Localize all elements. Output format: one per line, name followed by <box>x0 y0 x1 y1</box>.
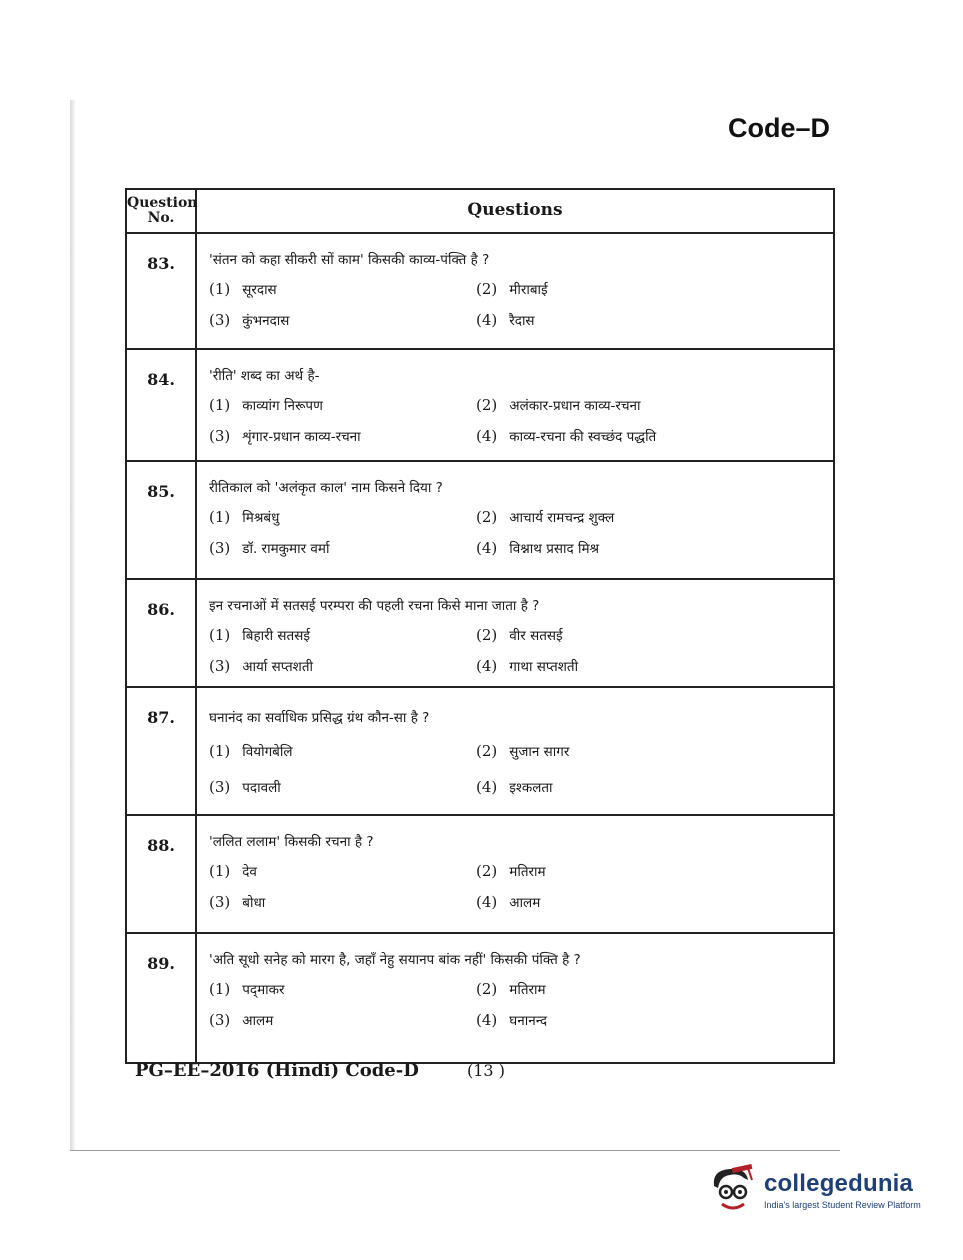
table-header-row <box>127 190 833 234</box>
questions-table <box>125 188 835 1064</box>
options-grid <box>209 742 833 796</box>
question-number: 89. <box>127 934 197 1062</box>
question-body <box>197 688 833 814</box>
option-3: (3) डॉ. रामकुमार वर्मा <box>209 539 330 557</box>
question-text: 'ललित ललाम' किसकी रचना है ? <box>209 834 374 850</box>
options-grid <box>209 980 833 1029</box>
question-row-85 <box>127 462 833 580</box>
option-1: (1) काव्यांग निरूपण <box>209 396 323 414</box>
option-4: (4) रैदास <box>476 311 535 329</box>
logo-text <box>764 1170 921 1210</box>
question-number: 88. <box>127 816 197 932</box>
option-2: (2) वीर सतसई <box>476 626 563 644</box>
option-3: (3) आर्या सप्तशती <box>209 657 314 675</box>
option-4: (4) काव्य-रचना की स्वच्छंद पद्धति <box>476 427 657 445</box>
brand-tagline: India's largest Student Review Platform <box>764 1200 921 1210</box>
option-3: (3) आलम <box>209 1011 274 1029</box>
question-row-86 <box>127 580 833 688</box>
question-row-89 <box>127 934 833 1062</box>
question-body <box>197 350 833 460</box>
question-text: रीतिकाल को 'अलंकृत काल' नाम किसने दिया ? <box>209 480 443 496</box>
option-4: (4) इश्कलता <box>476 778 553 796</box>
page-number: (13 ) <box>467 1061 505 1080</box>
question-text: 'रीति' शब्द का अर्थ है- <box>209 368 320 384</box>
paper-footer-title: PG–EE–2016 (Hindi) Code-D <box>135 1060 419 1081</box>
question-row-87 <box>127 688 833 816</box>
option-1: (1) देव <box>209 862 257 880</box>
brand-name: collegedunia <box>764 1170 914 1197</box>
question-body <box>197 816 833 932</box>
option-2: (2) मतिराम <box>476 862 546 880</box>
question-body <box>197 234 833 348</box>
option-4: (4) गाथा सप्तशती <box>476 657 579 675</box>
question-body <box>197 462 833 578</box>
page-edge-shadow <box>70 100 76 1150</box>
option-1: (1) सूरदास <box>209 280 277 298</box>
option-3: (3) पदावली <box>209 778 281 796</box>
option-1: (1) पद्‌माकर <box>209 980 285 998</box>
column-header-questions: Questions <box>467 200 563 220</box>
question-text: इन रचनाओं में सतसई परम्परा की पहली रचना किसे माना जाता है ? <box>209 598 540 614</box>
page-bottom-edge <box>70 1150 840 1151</box>
question-text: घनानंद का सर्वाधिक प्रसिद्ध ग्रंथ कौन-सा है ? <box>209 710 430 726</box>
option-3: (3) शृंगार-प्रधान काव्य-रचना <box>209 427 361 445</box>
option-3: (3) बोधा <box>209 893 266 911</box>
option-2: (2) आचार्य रामचन्द्र शुक्ल <box>476 508 615 526</box>
option-1: (1) बिहारी सतसई <box>209 626 311 644</box>
question-number: 87. <box>127 688 197 814</box>
question-number: 83. <box>127 234 197 348</box>
question-row-83 <box>127 234 833 350</box>
question-text: 'अति सूधो सनेह को मारग है, जहाँ नेहु सयानप बांक नहीं' किसकी पंक्ति है ? <box>209 952 581 968</box>
options-grid <box>209 396 833 445</box>
option-1: (1) मिश्रबंधु <box>209 508 280 526</box>
option-1: (1) वियोगबेलि <box>209 742 293 760</box>
option-4: (4) घनानन्द <box>476 1011 548 1029</box>
question-row-84 <box>127 350 833 462</box>
option-2: (2) अलंकार-प्रधान काव्य-रचना <box>476 396 641 414</box>
question-number: 86. <box>127 580 197 686</box>
option-4: (4) आलम <box>476 893 541 911</box>
question-body <box>197 934 833 1062</box>
option-2: (2) मतिराम <box>476 980 546 998</box>
collegedunia-logo <box>708 1160 938 1220</box>
option-4: (4) विश्नाथ प्रसाद मिश्र <box>476 539 600 557</box>
question-number: 85. <box>127 462 197 578</box>
options-grid <box>209 862 833 911</box>
options-grid <box>209 280 833 329</box>
question-body <box>197 580 833 686</box>
question-row-88 <box>127 816 833 934</box>
student-mascot-icon <box>708 1164 758 1216</box>
options-grid <box>209 626 833 675</box>
column-header-question-no: Question No. <box>127 190 197 232</box>
option-2: (2) सुजान सागर <box>476 742 570 760</box>
question-text: 'संतन को कहा सीकरी सों काम' किसकी काव्य-पंक्ति है ? <box>209 252 490 268</box>
option-3: (3) कुंभनदास <box>209 311 290 329</box>
question-number: 84. <box>127 350 197 460</box>
options-grid <box>209 508 833 557</box>
option-2: (2) मीराबाई <box>476 280 548 298</box>
paper-code-heading: Code–D <box>727 113 830 143</box>
